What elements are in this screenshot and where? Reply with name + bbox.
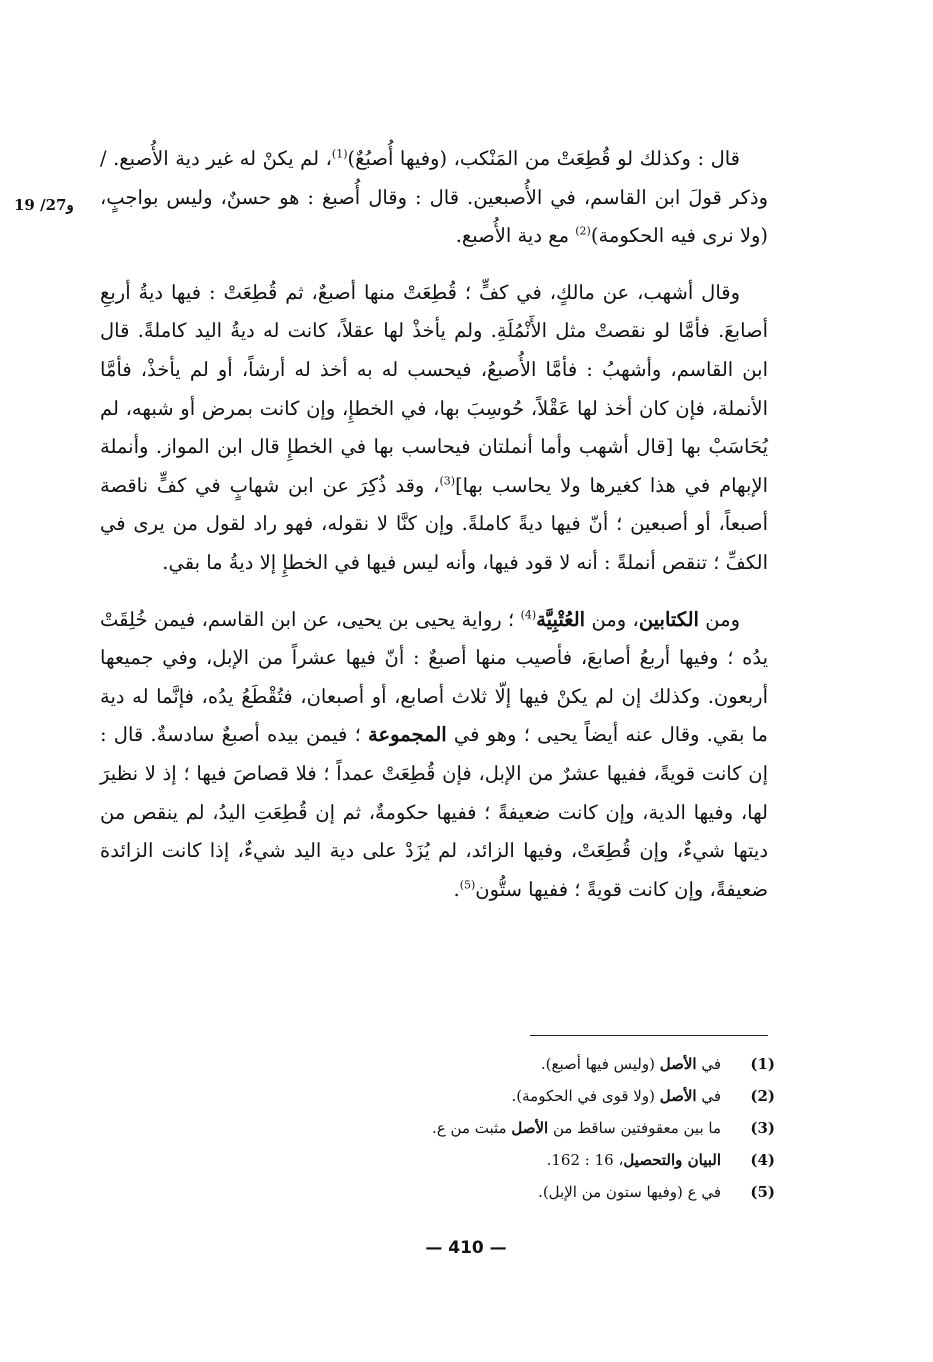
footnote-number: (3)	[750, 1119, 775, 1137]
paragraph	[100, 601, 768, 910]
text-run: مثبت من ع.	[432, 1119, 512, 1137]
bold-term: العُتْبِيَّة	[536, 607, 586, 631]
footnotes	[330, 1048, 775, 1208]
text-run: في	[696, 1055, 721, 1073]
paragraph	[100, 140, 768, 256]
footnote-number: (4)	[750, 1151, 775, 1169]
text-run: .	[453, 877, 460, 901]
footnote-number: (2)	[750, 1087, 775, 1105]
text-run: (وليس فيها أصبع).	[540, 1055, 660, 1073]
text-run: ؛ فيمن بيده أصبعٌ سادسةٌ. قال : إن كانت قويةً، ففيها عشرٌ من الإبل، فإن قُطِعَتْ عمداً ؛ فلا قصاصَ فيها ؛ إذ لا نظيرَ لها، وفيها الدية، وإن كانت ضعيفةً ؛ ففيها حكومةٌ، ثم إن قُطِعَتِ اليدُ، لم ينقص من ديتها شيءٌ، وإن قُطِعَتْ، وفيها الزائد، لم يُزَدْ على دية اليد شيءٌ، إذا كانت الزائدة ضعيفةً، وإن كانت قويةً ؛ ففيها ستُّون	[100, 723, 768, 901]
footnote-separator	[530, 1035, 768, 1036]
text-run: قال : وكذلك لو قُطِعَتْ من المَنْكب، (وفيها أُصبُعٌ)	[347, 147, 741, 170]
text-run: ، ومن	[585, 607, 639, 631]
footnote-number: (5)	[750, 1183, 775, 1201]
footnote-reference: (1)	[331, 147, 348, 161]
text-run: ، 16 : 162.	[546, 1151, 624, 1169]
paragraph	[100, 274, 768, 583]
text-run: وقال أشهب، عن مالكٍ، في كفٍّ ؛ قُطِعَتْ منها أصبعٌ، ثم قُطِعَتْ : فيها ديةُ أربعِ أصابعَ. فأمَّا لو نقصتْ مثل الأَنْمُلَةِ. ولم يأخذْ لها عقلاً، كانت له ديةُ اليد كاملةً. قال ابن القاسم، وأشهبُ : فأمَّا الأُصبعُ، فيحسب له به أخذ له أرشاً، أو لم يأخذْ، فأمَّا الأنملة، فإن كان أخذ لها عَقْلاً، حُوسِبَ بها، في الخطإِ، وإن كانت بمرض أو شبهه، لم يُحَاسَبْ بها [قال أشهب وأما أنملتان فيحاسب بها في الخطإِ قال ابن المواز. وأنملة الإبهام في هذا كغيرها ولا يحاسب بها]	[100, 280, 768, 497]
footnote-text	[330, 1176, 721, 1208]
text-run: ، لم يكنْ له غير دية الأُصبع. / وذكر قولَ ابن القاسم، في الأُصبعين. قال : وقال أُصبغ : هو حسنٌ، وليس بواجبٍ، (ولا نرى فيه الحكومة)	[100, 147, 768, 248]
manuscript-folio-reference: 19 /27و	[14, 196, 74, 214]
page-number: — 410 —	[425, 1238, 507, 1258]
bold-term: المجموعة	[368, 723, 447, 747]
bold-term: الأصل	[659, 1055, 697, 1073]
bold-term: البيان والتحصيل	[623, 1151, 721, 1169]
bold-term: الأصل	[511, 1119, 549, 1137]
text-run: (ولا قوى في الحكومة).	[511, 1087, 660, 1105]
text-run: ، وقد ذُكِرَ عن ابن شهابٍ في كفٍّ ناقصة أصبعاً، أو أصبعين ؛ أنّ فيها ديةً كاملةً. وإن كنَّا لا نقوله، فهو راد لقول من يرى في الكفِّ ؛ تنقص أنملةً : أنه لا قود فيها، وأنه ليس فيها في الخطإِ إلا ديةُ ما بقي.	[100, 473, 768, 574]
text-run: ومن	[698, 607, 740, 631]
footnote	[330, 1048, 775, 1080]
footnote-text	[330, 1048, 721, 1080]
footnote-reference: (5)	[459, 878, 476, 892]
text-run: ما بين معقوفتين ساقط من	[548, 1119, 721, 1137]
main-text	[100, 140, 768, 909]
text-run: ؛ رواية يحيى بن يحيى، عن ابن القاسم، فيمن خُلِقَتْ يدُه ؛ وفيها أربعُ أصابعَ، فأصيب منها أصبعٌ : أنّ فيها عشراً من الإبل، وفي جميعها أربعون. وكذلك إن لم يكنْ فيها إلّا ثلاث أصابع، أو أصبعان، فتُقْطَعُ يدُه، فإنَّما له دية ما بقي. وقال عنه أيضاً يحيى ؛ وهو في	[100, 607, 768, 747]
bold-term: الكتابين	[638, 607, 699, 631]
footnote	[330, 1112, 775, 1144]
footnote-reference: (4)	[520, 608, 537, 622]
footnote-text	[330, 1144, 721, 1176]
footnote	[330, 1080, 775, 1112]
footnote-reference: (3)	[439, 474, 456, 488]
footnote-text	[330, 1112, 721, 1144]
footnote	[330, 1176, 775, 1208]
footnote-reference: (2)	[575, 224, 591, 238]
footnote-text	[330, 1080, 721, 1112]
bold-term: الأصل	[659, 1087, 697, 1105]
footnote	[330, 1144, 775, 1176]
text-run: في	[696, 1087, 721, 1105]
footnote-number: (1)	[750, 1055, 775, 1073]
text-run: في ع (وفيها ستون من الإبل).	[538, 1183, 721, 1201]
text-run: مع دية الأُصبع.	[455, 224, 576, 248]
